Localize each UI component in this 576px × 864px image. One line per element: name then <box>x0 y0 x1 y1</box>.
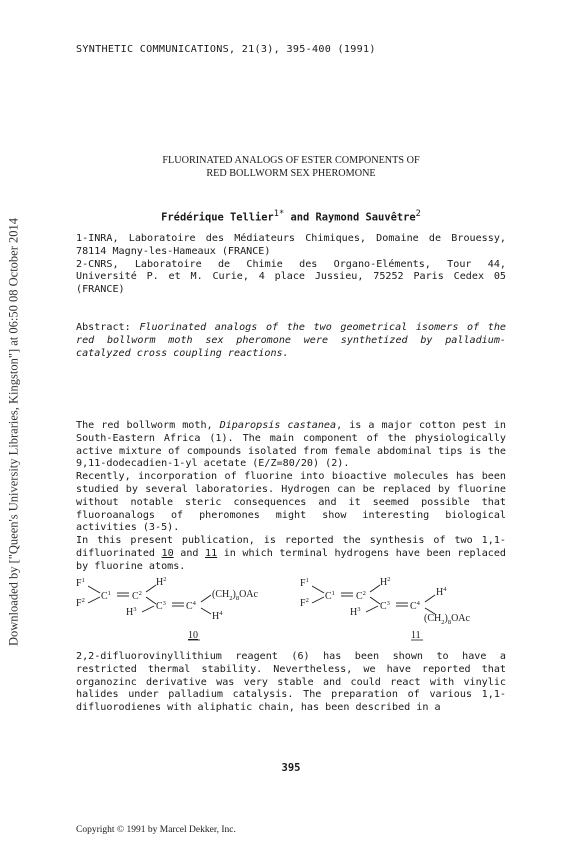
atom-c4: $C^4$ <box>410 600 420 612</box>
download-watermark <box>0 0 26 864</box>
author-2-mark: 2 <box>415 209 421 219</box>
atom-c4: $C^4$ <box>186 600 196 612</box>
species-name: Diparopsis castanea <box>219 420 337 431</box>
author-1-mark: 1* <box>273 209 285 219</box>
atom-f2: $F^2$ <box>76 597 85 609</box>
atom-c3: $C^3$ <box>380 600 390 612</box>
atom-h4: $H^4$ <box>212 610 223 622</box>
bond <box>312 597 324 603</box>
download-note: Downloaded by ["Queen's University Libraries, Kingston"] at 06:50 08 October 2014 <box>6 218 21 646</box>
bond <box>370 585 380 592</box>
paragraph: Recently, incorporation of fluorine into bioactive molecules has been studied by several laboratories. Hydrogen can be replaced by fluorine without notable steric consequences and it seemed possible that fluoroanalogs of pheromones might show interesting biological activities (3-5). <box>76 471 506 534</box>
atom-c2: $C^2$ <box>356 590 366 602</box>
atom-f1: $F^1$ <box>76 577 85 589</box>
compound-ref-10: 10 <box>161 547 174 559</box>
abstract <box>76 322 506 360</box>
atom-c3: $C^3$ <box>156 600 166 612</box>
chain-group: $(CH_2)_8OAc$ <box>212 589 258 602</box>
chain-group: $(CH_2)_8OAc$ <box>424 613 470 626</box>
author-line <box>76 208 506 224</box>
bond <box>146 585 156 592</box>
author-1: Frédérique Tellier <box>161 211 274 224</box>
compound-ref-11: 11 <box>205 547 218 559</box>
atom-h2: $H^2$ <box>380 576 391 588</box>
abstract-label: Abstract: <box>76 322 131 333</box>
paragraph <box>76 535 506 573</box>
bond <box>142 606 154 612</box>
bond <box>201 595 211 602</box>
atom-c1: $C^1$ <box>325 590 335 602</box>
title-line-2: RED BOLLWORM SEX PHEROMONE <box>206 168 376 179</box>
paragraph-text: In this present publication, is reported the synthesis of two 1,1-difluorinated <box>76 535 506 559</box>
paragraph-text: The red bollworm moth, <box>76 420 220 431</box>
atom-h2: $H^2$ <box>156 576 167 588</box>
affiliation-line: Université P. et M. Curie, 4 place Jussieu, 75252 Paris Cedex 05 <box>76 271 506 283</box>
affiliation-line: 1-INRA, Laboratoire des Médiateurs Chimiques, Domaine de Brouessy, <box>76 233 506 244</box>
author-2: Raymond Sauvêtre <box>315 211 416 224</box>
atom-h4: $H^4$ <box>436 586 447 598</box>
abstract-text: Fluorinated analogs of the two geometrical isomers of the red bollworm moth sex pheromone were synthetized by palladium-catalyzed cross coupling reactions. <box>76 322 507 359</box>
atom-c1: $C^1$ <box>101 590 111 602</box>
atom-c2: $C^2$ <box>132 590 142 602</box>
atom-h3: $H^3$ <box>126 606 137 618</box>
affiliation-line: 78114 Magny-les-Hameaux (FRANCE) <box>76 245 271 257</box>
bond <box>146 597 156 604</box>
author-conjunction: and <box>284 211 316 224</box>
chemical-structures <box>76 575 506 647</box>
structure-11 <box>300 576 471 641</box>
affiliation-line: 2-CNRS, Laboratoire de Chimie des Organo-Eléments, Tour 44, <box>76 258 506 270</box>
structure-drawings <box>76 575 506 647</box>
paper-title <box>76 154 506 180</box>
affiliations <box>76 233 506 297</box>
paragraph-text: in which terminal hydrogens have been replaced by fluorine atoms. <box>76 547 507 572</box>
structure-10 <box>76 576 259 641</box>
compound-label-11: 11 <box>411 630 421 641</box>
paragraph-text: , is a major cotton pest in South-Eastern Africa (1). The main component of the physiologically active mixture of compounds isolated from female abdominal tips is the 9,11-dodecadien-1-yl acetate (E/Z=80/20) (2). <box>76 420 506 470</box>
copyright-line: Copyright © 1991 by Marcel Dekker, Inc. <box>76 825 236 835</box>
atom-f1: $F^1$ <box>300 577 309 589</box>
bond <box>312 586 324 593</box>
paragraph <box>76 420 506 471</box>
bond <box>425 595 435 602</box>
body-text-continued <box>76 651 506 715</box>
body-text-intro <box>76 420 506 574</box>
page-number: 395 <box>281 762 301 774</box>
journal-header: SYNTHETIC COMMUNICATIONS, 21(3), 395-400 (1991) <box>76 44 376 55</box>
bond <box>88 597 100 603</box>
atom-h3: $H^3$ <box>350 606 361 618</box>
paragraph: 2,2-difluorovinyllithium reagent (6) has been shown to have a restricted thermal stability. Nevertheless, we have reported that organozinc derivative was very stable and could react with vinylic halides under palladium catalysis. The preparation of various 1,1-difluorodienes with aliphatic chain, has been described in a <box>76 651 506 714</box>
atom-f2: $F^2$ <box>300 597 309 609</box>
compound-label-10: 10 <box>188 630 198 641</box>
paragraph-text: and <box>173 547 206 559</box>
bond <box>88 586 100 593</box>
title-line-1: FLUORINATED ANALOGS OF ESTER COMPONENTS OF <box>162 155 420 166</box>
bond <box>201 608 211 614</box>
affiliation-line: (FRANCE) <box>76 284 125 296</box>
bond <box>370 597 380 604</box>
bond <box>366 606 378 612</box>
